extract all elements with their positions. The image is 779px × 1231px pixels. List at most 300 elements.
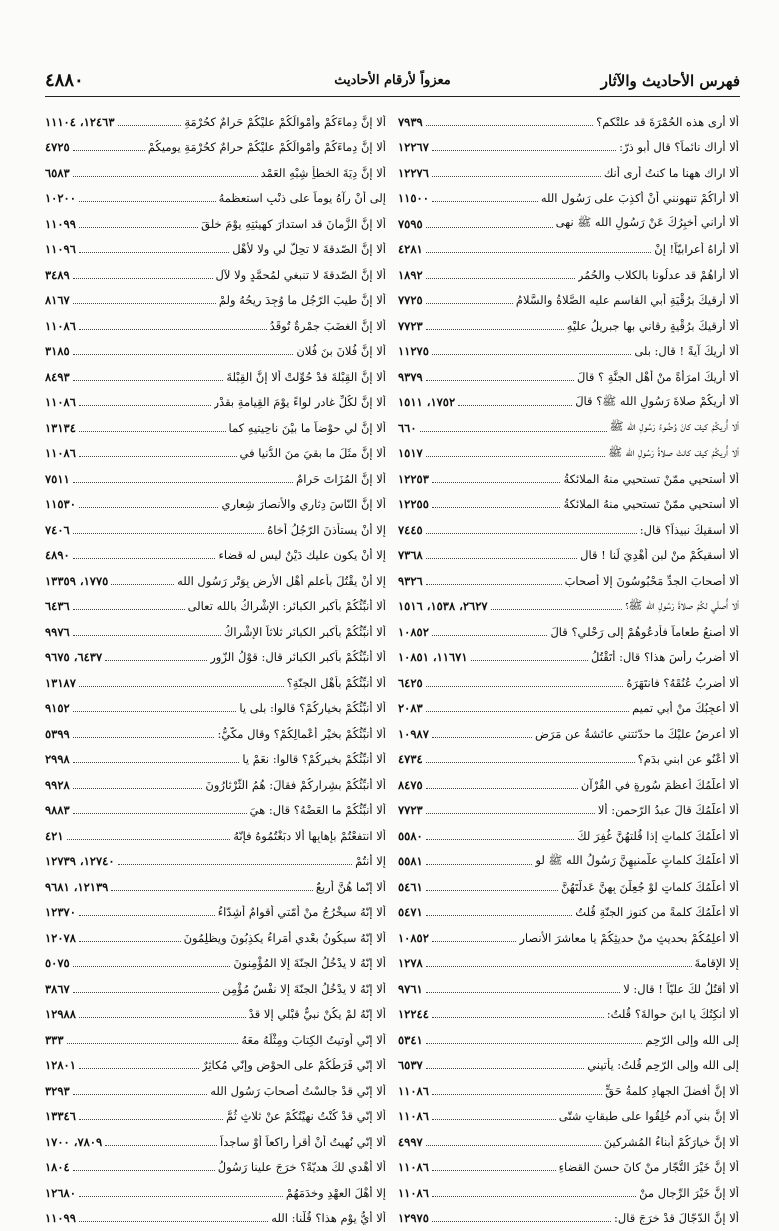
dot-leader xyxy=(432,1195,636,1197)
dot-leader xyxy=(426,226,553,228)
dot-leader xyxy=(73,302,216,304)
dot-leader xyxy=(426,1067,585,1069)
dot-leader xyxy=(73,991,220,993)
entry-number: ١٢٢٥٥ xyxy=(398,497,429,511)
dot-leader xyxy=(79,200,216,202)
index-entry xyxy=(45,925,386,951)
index-entry xyxy=(45,1206,386,1231)
entry-number: ١٢٧٤٠، ١٢٧٣٩ xyxy=(45,854,115,868)
entry-number: ٤٧٢٥ xyxy=(45,140,70,154)
entry-text: ألا أُسقيكُمْ منْ لبنٍ أهْدِيَ لَنا ! قال xyxy=(580,548,739,562)
index-entry xyxy=(398,925,739,951)
entry-number: ٦٤٢٥ xyxy=(398,676,423,690)
entry-number: ٦٤٣٦ xyxy=(45,599,70,613)
entry-text: ألا إنّهُ لمْ يكُنْ نبيٌّ قبْلي إلا قدْ xyxy=(249,1007,386,1021)
index-entry xyxy=(398,390,739,416)
dot-leader xyxy=(73,532,265,534)
dot-leader xyxy=(426,583,562,585)
index-entry xyxy=(45,211,386,237)
entry-text: ألا إنَّ الصّدقةَ لا تحِلُّ لي ولا لأهْلِ xyxy=(232,242,386,256)
dot-leader xyxy=(73,353,294,355)
index-entry xyxy=(398,1027,739,1053)
dot-leader xyxy=(67,1042,239,1044)
index-entry xyxy=(398,951,739,977)
entry-text: ألا أُعلّمُكَ كلماتٍ لوْ جُعِلْنَ بِهِنَّ عَدلْتَهُنَّ xyxy=(561,880,739,894)
index-entry xyxy=(398,594,739,620)
entry-text: ألا أهْدي لكَ هديّةً؟ خرَجَ علينا رَسُولُ xyxy=(218,1160,386,1174)
entry-number: ٦٤٣٧، ٩٦٧٥ xyxy=(45,650,102,664)
entry-number: ١١٠٨٦ xyxy=(398,1186,429,1200)
entry-number: ٢٠٨٣ xyxy=(398,701,423,715)
dot-leader xyxy=(79,1118,223,1120)
entry-text: ألا أستحيي ممّنْ تستحيي منهُ الملائكةُ xyxy=(563,497,739,511)
index-entry xyxy=(45,594,386,620)
entry-text: إلا أنْ يقْتُلَ بأعلمِ أهْلِ الأرض بِوَتْرِ رَسُولِ الله xyxy=(177,574,386,588)
entry-number: ١٣١٨٧ xyxy=(45,676,76,690)
entry-number: ٣١٨٥ xyxy=(45,344,70,358)
index-entry xyxy=(45,339,386,365)
entry-text: ألا أُنبِّئُكُمْ بشِرارِكُمْ فقالَ: هُمُ الثّرْثارُونَ xyxy=(205,778,386,792)
entry-number: ٧٥٩٥ xyxy=(398,217,423,231)
entry-text: ألا أُعلّمُكَ كلماتٍ علّمنيهِنَّ رَسُولُ الله ﷺ لو xyxy=(535,853,739,870)
dot-leader xyxy=(73,761,240,763)
index-entry xyxy=(398,747,739,773)
dot-leader xyxy=(79,940,181,942)
index-entry xyxy=(398,696,739,722)
dot-leader xyxy=(79,1195,283,1197)
entry-number: ١٢٣٧٠ xyxy=(45,905,76,919)
entry-number: ٩٣٧٩ xyxy=(398,370,423,384)
entry-text: ألا أصنعُ طعاماً فأدعُوهُمْ إلى رَحْلي؟ قالَ xyxy=(550,625,739,639)
entry-text: ألا أُنبِّئُكُمْ بأهْلِ الجنّةِ؟ xyxy=(287,676,386,690)
entry-text: ألا أُعلّمُكَ كلماتٍ إذا قُلتهُنَّ غُفِرَ لكَ xyxy=(577,829,739,843)
entry-text: ألا أُعجِبُكَ منْ أبي تميم xyxy=(632,701,739,715)
index-entry xyxy=(45,543,386,569)
entry-number: ١١٦٧١، ١٠٨٥١ xyxy=(398,650,468,664)
entry-text: ألا أُنكِتُكَ يا ابنَ حوالةَ؟ قُلتُ: xyxy=(607,1007,739,1021)
index-column-left xyxy=(45,109,386,1231)
index-column-right xyxy=(398,109,739,1231)
dot-leader xyxy=(426,277,575,279)
dot-leader xyxy=(432,1093,602,1095)
entry-text: ألا إنَّ مثَلَ ما بقيَ منَ الدُّنيا في xyxy=(240,446,387,460)
dot-leader xyxy=(471,659,589,661)
entry-number: ٤٢١ xyxy=(45,829,64,843)
entry-number: ١٢٨٠١ xyxy=(45,1058,76,1072)
entry-number: ٥٤٦١ xyxy=(398,880,423,894)
dot-leader xyxy=(73,1169,215,1171)
entry-number: ٩٩٢٨ xyxy=(45,778,70,792)
index-entry xyxy=(398,1206,739,1231)
entry-number: ٧٨٠٩، ١٧٠٠ xyxy=(45,1135,102,1149)
index-entry xyxy=(398,1078,739,1104)
entry-number: ١١٠٨٦ xyxy=(398,1160,429,1174)
dot-leader xyxy=(73,277,213,279)
entry-text: ألا إنَّ دِماءَكُمْ وأمْوالَكُمْ عليْكُمْ حَرامٌ كحُرْمَةِ xyxy=(184,115,386,129)
index-entry xyxy=(398,492,739,518)
entry-number: ٤٢٨١ xyxy=(398,242,423,256)
entry-text: ألا إنَّ بني آدم خُلِقُوا على طبقاتٍ شتّى xyxy=(559,1109,739,1123)
entry-number: ١٢٢٥٣ xyxy=(398,472,429,486)
entry-text: ألا إنَّ الغضَبَ جمْرةٌ تُوقَدُ xyxy=(270,319,386,333)
entry-text: إلى الله وإلى الرّحِم xyxy=(645,1033,739,1047)
dot-leader xyxy=(105,1144,217,1146)
dot-leader xyxy=(426,710,629,712)
entry-number: ١١٥٠٠ xyxy=(398,191,429,205)
entry-text: ألا أصحابَ الجدِّ مَحْبُوسُونَ إلا أصحابَ xyxy=(565,574,739,588)
dot-leader xyxy=(426,812,595,814)
entry-number: ١٢١٣٩، ٩٦٨١ xyxy=(45,880,108,894)
entry-number: ١٠٨٥٢ xyxy=(398,931,429,945)
dot-leader xyxy=(426,302,513,304)
dot-leader xyxy=(426,889,558,891)
entry-number: ٣٤٨٩ xyxy=(45,268,70,282)
index-entry xyxy=(45,568,386,594)
entry-text: ألا أُريكَ آيةً ! قال: بلى xyxy=(634,344,739,358)
dot-leader xyxy=(73,608,185,610)
dot-leader xyxy=(420,430,607,432)
entry-number: ٢٩٩٨ xyxy=(45,752,70,766)
entry-number: ١٢٢٦٧ xyxy=(398,140,429,154)
entry-text: ألا إنَّ لكُلِّ غادرٍ لواءً يوْمَ القِيامةِ بقدْر xyxy=(214,395,386,409)
entry-text: ألا أُنبِّئُكُمْ بأكبرِ الكبائرِ قال: قوْلُ الزّور xyxy=(210,650,386,664)
index-entry xyxy=(398,798,739,824)
entry-text: ألا إنَّ النّاسَ دِثاري والأنصارَ شِعاري xyxy=(221,497,386,511)
index-entry xyxy=(45,1104,386,1130)
index-entry xyxy=(398,109,739,135)
index-entry xyxy=(45,696,386,722)
entry-text: ألا أرى هذه الحُمْرَةَ قد علتْكم؟ xyxy=(596,115,739,129)
entry-text: ألا إنَّ الزَّمانَ قد استدارَ كهيئتِهِ يوْمَ خلقَ xyxy=(201,217,386,231)
dot-leader xyxy=(73,812,247,814)
index-entry xyxy=(45,849,386,875)
index-entry xyxy=(398,186,739,212)
index-entry xyxy=(45,364,386,390)
index-entry xyxy=(45,517,386,543)
dot-leader xyxy=(73,787,203,789)
index-entry xyxy=(45,1078,386,1104)
entry-text: ألا إنّهُ لا يدْخُلُ الجنّةَ إلا المُؤْمِنونَ xyxy=(233,956,386,970)
dot-leader xyxy=(73,965,231,967)
entry-text: ألا إنّي أُوتيتُ الكِتابَ ومِثْلَهُ معَهُ xyxy=(241,1033,386,1047)
dot-leader xyxy=(79,685,284,687)
entry-number: ١٢٧٨ xyxy=(398,956,423,970)
entry-number: ٣٨٦٧ xyxy=(45,982,70,996)
dot-leader xyxy=(67,838,231,840)
dot-leader xyxy=(432,149,616,151)
index-entry xyxy=(398,721,739,747)
index-entry xyxy=(45,313,386,339)
dot-leader xyxy=(426,761,635,763)
dot-leader xyxy=(79,1067,199,1069)
entry-number: ٦٥٣٧ xyxy=(398,1058,423,1072)
entry-text: ألا إنَّ طيبَ الرّجُلِ ما وُجِدَ ريحُهُ ولمْ xyxy=(219,293,386,307)
entry-number: ٤٧٣٤ xyxy=(398,752,423,766)
entry-number: ١١٢٧٥ xyxy=(398,344,429,358)
entry-text: ألا إنّهُ لا يدْخُلُ الجنّةَ إلا نفْسٌ مُؤْمِن xyxy=(222,982,386,996)
entry-number: ٩٧٦١ xyxy=(398,982,423,996)
dot-leader xyxy=(73,379,224,381)
index-entry xyxy=(398,1129,739,1155)
index-entry xyxy=(45,645,386,671)
entry-number: ١٧٧٥، ١٣٣٥٩ xyxy=(45,574,108,588)
entry-number: ١٢٠٧٨ xyxy=(45,931,76,945)
entry-number: ٥٣٤١ xyxy=(398,1033,423,1047)
dot-leader xyxy=(79,226,198,228)
entry-text: ألا أراهُمْ قد عدلُونا بالكلاب والحُمُر xyxy=(578,268,739,282)
entry-number: ٤٨٩٠ xyxy=(45,548,70,562)
header-subtitle: معزواً لأرقام الأحاديث xyxy=(334,73,450,88)
dot-leader xyxy=(73,1093,208,1095)
index-entry xyxy=(398,900,739,926)
entry-text: ألا أُريكُمْ كيفَ كانَ وُضُوءُ رَسُولِ الله ﷺ xyxy=(610,419,739,436)
dot-leader xyxy=(432,940,516,942)
page-number: ٤٨٨٠ xyxy=(45,70,84,91)
entry-number: ١١٠٨٦ xyxy=(45,446,76,460)
index-entry xyxy=(398,466,739,492)
index-entry xyxy=(398,619,739,645)
dot-leader xyxy=(79,251,229,253)
entry-text: ألا إنَّ فُلانَ بنَ فُلان xyxy=(296,344,386,358)
index-entry xyxy=(398,135,739,161)
entry-number: ٧٧٢٣ xyxy=(398,803,423,817)
index-entry xyxy=(45,747,386,773)
index-entry xyxy=(398,517,739,543)
index-entry xyxy=(45,237,386,263)
dot-leader xyxy=(491,608,623,610)
entry-text: إلى الله وإلى الرّحِمِ قُلتُ: يأتيني xyxy=(587,1058,739,1072)
entry-number: ٨٤٧٥ xyxy=(398,778,423,792)
index-entry xyxy=(398,543,739,569)
index-entry xyxy=(45,772,386,798)
index-entry xyxy=(45,976,386,1002)
entry-text: ألا أراني أُخبِرُكَ عَنْ رَسُولِ الله ﷺ نهى xyxy=(556,215,739,232)
dot-leader xyxy=(73,736,215,738)
dot-leader xyxy=(118,863,353,865)
index-entry xyxy=(45,1002,386,1028)
entry-number: ١٧٥٢، ١٥١١ xyxy=(398,395,455,409)
entry-number: ١٣٣٤٦ xyxy=(45,1109,76,1123)
entry-text: ألا إنَّ أفضلَ الجهادِ كلمةُ حَقٍّ xyxy=(605,1084,739,1098)
entry-text: ألا أُسقيكَ نبيذاً؟ قال: xyxy=(640,523,739,537)
entry-number: ١١٠٨٦ xyxy=(45,319,76,333)
entry-text: إلا أنْ يكون عليك دَيْنٌ ليس له قضاء xyxy=(218,548,386,562)
entry-number: ٥٣٩٩ xyxy=(45,727,70,741)
dot-leader xyxy=(79,506,219,508)
entry-text: ألا أُريكُمْ كيفَ كانتْ صلاةُ رَسُولِ الله ﷺ xyxy=(608,445,739,462)
entry-text: ألا أُعلّمُكَ قالَ عبدُ الرّحمن: ألا xyxy=(598,803,739,817)
entry-number: ١١٠٨٦ xyxy=(398,1084,429,1098)
entry-text: ألا أعرِضُ عليْكَ ما حدّثتني عائشةُ عن مَرَض xyxy=(535,727,739,741)
entry-number: ١٢٩٧٥ xyxy=(398,1211,429,1225)
index-entry xyxy=(398,645,739,671)
dot-leader xyxy=(432,481,561,483)
entry-number: ١٣١٣٤ xyxy=(45,421,76,435)
entry-number: ٨١٦٧ xyxy=(45,293,70,307)
index-entry xyxy=(398,874,739,900)
dot-leader xyxy=(79,1016,246,1018)
entry-text: ألا أرقيكَ برُقْيَةِ أبي القاسم عليه الصَّلاةُ والسَّلامُ xyxy=(516,293,739,307)
dot-leader xyxy=(73,175,258,177)
dot-leader xyxy=(426,124,593,126)
entry-number: ١٠٩٨٧ xyxy=(398,727,429,741)
entry-number: ٥٥٨١ xyxy=(398,854,423,868)
entry-text: إلى أنْ رآهُ يوماً على ذنْبٍ استعظمهُ xyxy=(219,191,386,205)
index-entry xyxy=(398,772,739,798)
entry-number: ١٨٠٤ xyxy=(45,1160,70,1174)
index-entry xyxy=(45,1155,386,1181)
entry-number: ٧٥١١ xyxy=(45,472,70,486)
entry-text: ألا إنَّ خَيْرَ الرِّجالِ منْ xyxy=(639,1186,739,1200)
entry-text: ألا إنَّ دِيَةَ الخطأِ شِبْهِ العَمْد xyxy=(261,166,386,180)
index-entry xyxy=(45,874,386,900)
entry-text: ألا أُعلّمُكَ كلمةً من كنوز الجنّةِ قُلتُ xyxy=(575,905,739,919)
dot-leader xyxy=(432,506,561,508)
dot-leader xyxy=(426,991,620,993)
index-entry xyxy=(398,237,739,263)
entry-text: ألا إنّما هُنَّ أربعٌ xyxy=(316,880,386,894)
index-entry xyxy=(398,670,739,696)
dot-leader xyxy=(426,1042,643,1044)
index-entry xyxy=(45,1027,386,1053)
entry-text: ألا إنّي فَرَطُكُمْ على الحوْضِ وإنّي مُكاثِرٌ xyxy=(202,1058,386,1072)
header-title: فهرس الأحاديث والآثار xyxy=(601,72,740,90)
entry-text: ألا إنَّ دِماءَكُمْ وأمْوالَكُمْ عليْكُمْ حرامٌ كحُرْمَةِ يوميكُمْ xyxy=(148,140,386,154)
entry-text: ألا أيُّ يوْمٍ هذا؟ قُلْنا: الله xyxy=(271,1211,386,1225)
index-entry xyxy=(398,364,739,390)
entry-number: ٩١٥٢ xyxy=(45,701,70,715)
dot-leader xyxy=(73,710,237,712)
entry-number: ١١٠٨٦ xyxy=(398,1109,429,1123)
entry-number: ٧٤٠٦ xyxy=(45,523,70,537)
entry-text: ألا أُنبِّئُكُمْ بخيارِكُمْ؟ قالوا: بلى يا xyxy=(239,701,386,715)
dot-leader xyxy=(79,430,226,432)
entry-text: ألا أُعلّمُكَ أعظمَ سُورةٍ في القُرْآن xyxy=(581,778,739,792)
entry-number: ٩٣٢٦ xyxy=(398,574,423,588)
entry-text: ألا أضربُ عُنُقَهُ؟ فانتَهَرَهُ xyxy=(626,676,739,690)
dot-leader xyxy=(73,149,145,151)
index-entry xyxy=(398,823,739,849)
index-entry xyxy=(45,186,386,212)
entry-number: ١٢٩٨٨ xyxy=(45,1007,76,1021)
entry-number: ٥٠٧٥ xyxy=(45,956,70,970)
entry-text: ألا أُنبِّئُكُمْ بخيْرِ أعْمالِكُمْ؟ وقال مكّيُّ: xyxy=(217,727,386,741)
dot-leader xyxy=(79,455,237,457)
dot-leader xyxy=(105,659,207,661)
dot-leader xyxy=(73,634,221,636)
dot-leader xyxy=(432,200,538,202)
entry-number: ١٢٢٧٦ xyxy=(398,166,429,180)
entry-text: ألا انتفعْتُمْ بإهابِها ألا دبَغْتُمُوهُ فإنّهُ xyxy=(233,829,386,843)
index-entry xyxy=(398,262,739,288)
index-entry xyxy=(45,262,386,288)
entry-text: ألا أراكُمْ تنهونني أنْ أكذِبَ على رَسُولِ الله xyxy=(541,191,739,205)
dot-leader xyxy=(432,634,548,636)
index-entry xyxy=(398,160,739,186)
dot-leader xyxy=(432,736,532,738)
entry-number: ٥٤٧١ xyxy=(398,905,423,919)
index-entry xyxy=(398,1053,739,1079)
entry-number: ١١٠٩٩ xyxy=(45,1211,76,1225)
dot-leader xyxy=(426,787,578,789)
entry-text: ألا أُريكَ امرَأةً منْ أهْلِ الجنَّةِ ؟ قالَ xyxy=(577,370,739,384)
index-entry xyxy=(398,1180,739,1206)
entry-text: ألا أستحيي ممّنْ تستحيي منهُ الملائكةُ xyxy=(563,472,739,486)
index-entry xyxy=(398,288,739,314)
dot-leader xyxy=(79,328,267,330)
index-entry xyxy=(45,160,386,186)
entry-text: ألا إنَّ الصّدقةَ لا تنبغي لمُحمَّدٍ ولا لآلِ xyxy=(216,268,386,282)
entry-number: ١١٠٩٩ xyxy=(45,217,76,231)
index-entry xyxy=(45,619,386,645)
entry-text: ألا أُعلِمُكُمْ بحديثٍ منْ حديثِكُمْ يا معاشرَ الأنصارِ xyxy=(519,931,739,945)
index-entry xyxy=(398,568,739,594)
dot-leader xyxy=(426,532,637,534)
dot-leader xyxy=(426,863,533,865)
entry-number: ١٢٢٤٤ xyxy=(398,1007,429,1021)
dot-leader xyxy=(426,455,606,457)
entry-text: ألا أعْنُو عنِ ابني بدَمٍ؟ xyxy=(638,752,739,766)
entry-text: ألا إنّهُ سيخْرُجُ منْ أُمّتي أقوامٌ أشِدّاءُ xyxy=(218,905,386,919)
entry-text: ألا إنَّ خيارَكُمْ أبناءُ المُشرِكينَ xyxy=(604,1135,739,1149)
index-entry xyxy=(398,849,739,875)
entry-number: ١٠٨٥٢ xyxy=(398,625,429,639)
entry-text: ألا إنَّ الدّجّالَ قدْ خرَجَ قال: xyxy=(614,1211,739,1225)
entry-number: ٧٧٢٣ xyxy=(398,319,423,333)
index-entry xyxy=(45,135,386,161)
dot-leader xyxy=(432,175,601,177)
entry-number: ١٢٦٨٠ xyxy=(45,1186,76,1200)
entry-number: ٦٥٨٣ xyxy=(45,166,70,180)
dot-leader xyxy=(118,124,182,126)
entry-number: ٣٣٣ xyxy=(45,1033,64,1047)
dot-leader xyxy=(426,685,624,687)
index-entry xyxy=(45,721,386,747)
entry-number: ٩٨٨٣ xyxy=(45,803,70,817)
entry-text: ألا أضربُ رأسَ هذا؟ قال: أتَقْتُلُ xyxy=(591,650,739,664)
index-entry xyxy=(45,415,386,441)
index-entry xyxy=(45,466,386,492)
dot-leader xyxy=(79,404,211,406)
entry-number: ٢٦٢٧، ١٥٣٨، ١٥١٦ xyxy=(398,599,488,613)
index-entry xyxy=(45,288,386,314)
entry-text: ألا أرقيكَ برُقْيةٍ رقاني بها جبريلُ عليْهِ xyxy=(567,319,739,333)
index-entry xyxy=(45,1129,386,1155)
dot-leader xyxy=(432,1016,604,1018)
index-entry xyxy=(398,441,739,467)
dot-leader xyxy=(426,557,577,559)
dot-leader xyxy=(79,1220,268,1222)
dot-leader xyxy=(79,914,215,916)
entry-text: ألا أُنبِّئُكُمْ ما العَضْهُ؟ قال: هيَ xyxy=(250,803,386,817)
index-entry xyxy=(45,951,386,977)
page-header xyxy=(45,66,740,97)
index-entry xyxy=(45,441,386,467)
entry-number: ٤٩٩٧ xyxy=(398,1135,423,1149)
index-entry xyxy=(45,390,386,416)
entry-text: ألا إنَّ خَيْرَ التُّجّارِ منْ كانَ حسنَ القضاءِ xyxy=(559,1160,739,1174)
index-entry xyxy=(398,1155,739,1181)
dot-leader xyxy=(73,481,293,483)
entry-text: ألا أراك نائماً؟ قال أبو ذرّ: xyxy=(619,140,739,154)
dot-leader xyxy=(426,251,652,253)
entry-number: ١٠٢٠٠ xyxy=(45,191,76,205)
entry-text: ألا أُصلّي لكُمْ صلاةَ رَسُولِ الله ﷺ؟ xyxy=(625,598,739,615)
entry-text: ألا إنَّ القِبْلةَ قدْ حُوِّلتْ ألا إنَّ القِبْلةَ xyxy=(226,370,386,384)
entry-text: ألا إنّي قدْ كُنْتُ نهيْتُكُمْ عنْ ثلاثٍ ثُمَّ xyxy=(226,1109,386,1123)
entry-number: ٩٩٧٦ xyxy=(45,625,70,639)
entry-text: ألا إنَّ المُزَاتَ حَرامٌ xyxy=(296,472,386,486)
